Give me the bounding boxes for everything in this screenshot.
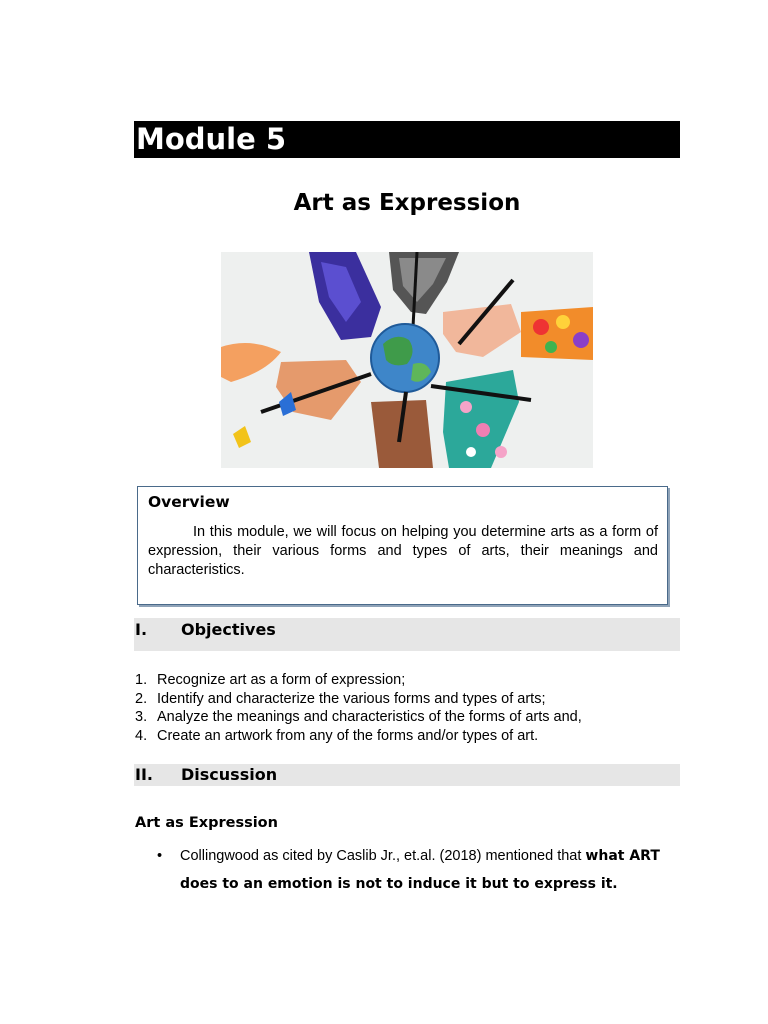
list-item: 2. Identify and characterize the various forms and types of arts; <box>135 690 546 707</box>
overview-heading: Overview <box>148 493 230 511</box>
bullet-icon: • <box>157 848 163 864</box>
section-number: II. <box>135 765 153 784</box>
discussion-bullet <box>157 842 682 898</box>
module-label: Module 5 <box>136 122 287 156</box>
quote-emphasis: what ART does to an emotion is not to induce it but to express it. <box>180 848 660 892</box>
section-objectives <box>134 618 680 651</box>
discussion-subheading: Art as Expression <box>135 815 278 831</box>
module-banner <box>134 121 680 158</box>
list-item: 3. Analyze the meanings and characteristics of the forms of arts and, <box>135 709 582 726</box>
section-label: Objectives <box>181 620 276 639</box>
section-discussion <box>134 764 680 786</box>
hero-illustration <box>221 252 593 468</box>
list-item: 1. Recognize art as a form of expression; <box>135 672 406 688</box>
overview-text: In this module, we will focus on helping you determine arts as a form of expression, their various forms and types of arts, their meanings and characteristics. <box>148 524 658 578</box>
overview-box <box>137 486 668 605</box>
hands-painting-globe-illustration <box>221 252 593 468</box>
page-title: Art as Expression <box>293 190 521 216</box>
list-item: 4. Create an artwork from any of the forms and/or types of art. <box>135 728 539 745</box>
objectives-list <box>135 671 675 746</box>
section-number: I. <box>135 620 148 639</box>
quote-lead: Collingwood as cited by Caslib Jr., et.al. (2018) mentioned that <box>180 848 586 864</box>
bullet-text <box>180 842 682 898</box>
section-label: Discussion <box>181 765 278 784</box>
